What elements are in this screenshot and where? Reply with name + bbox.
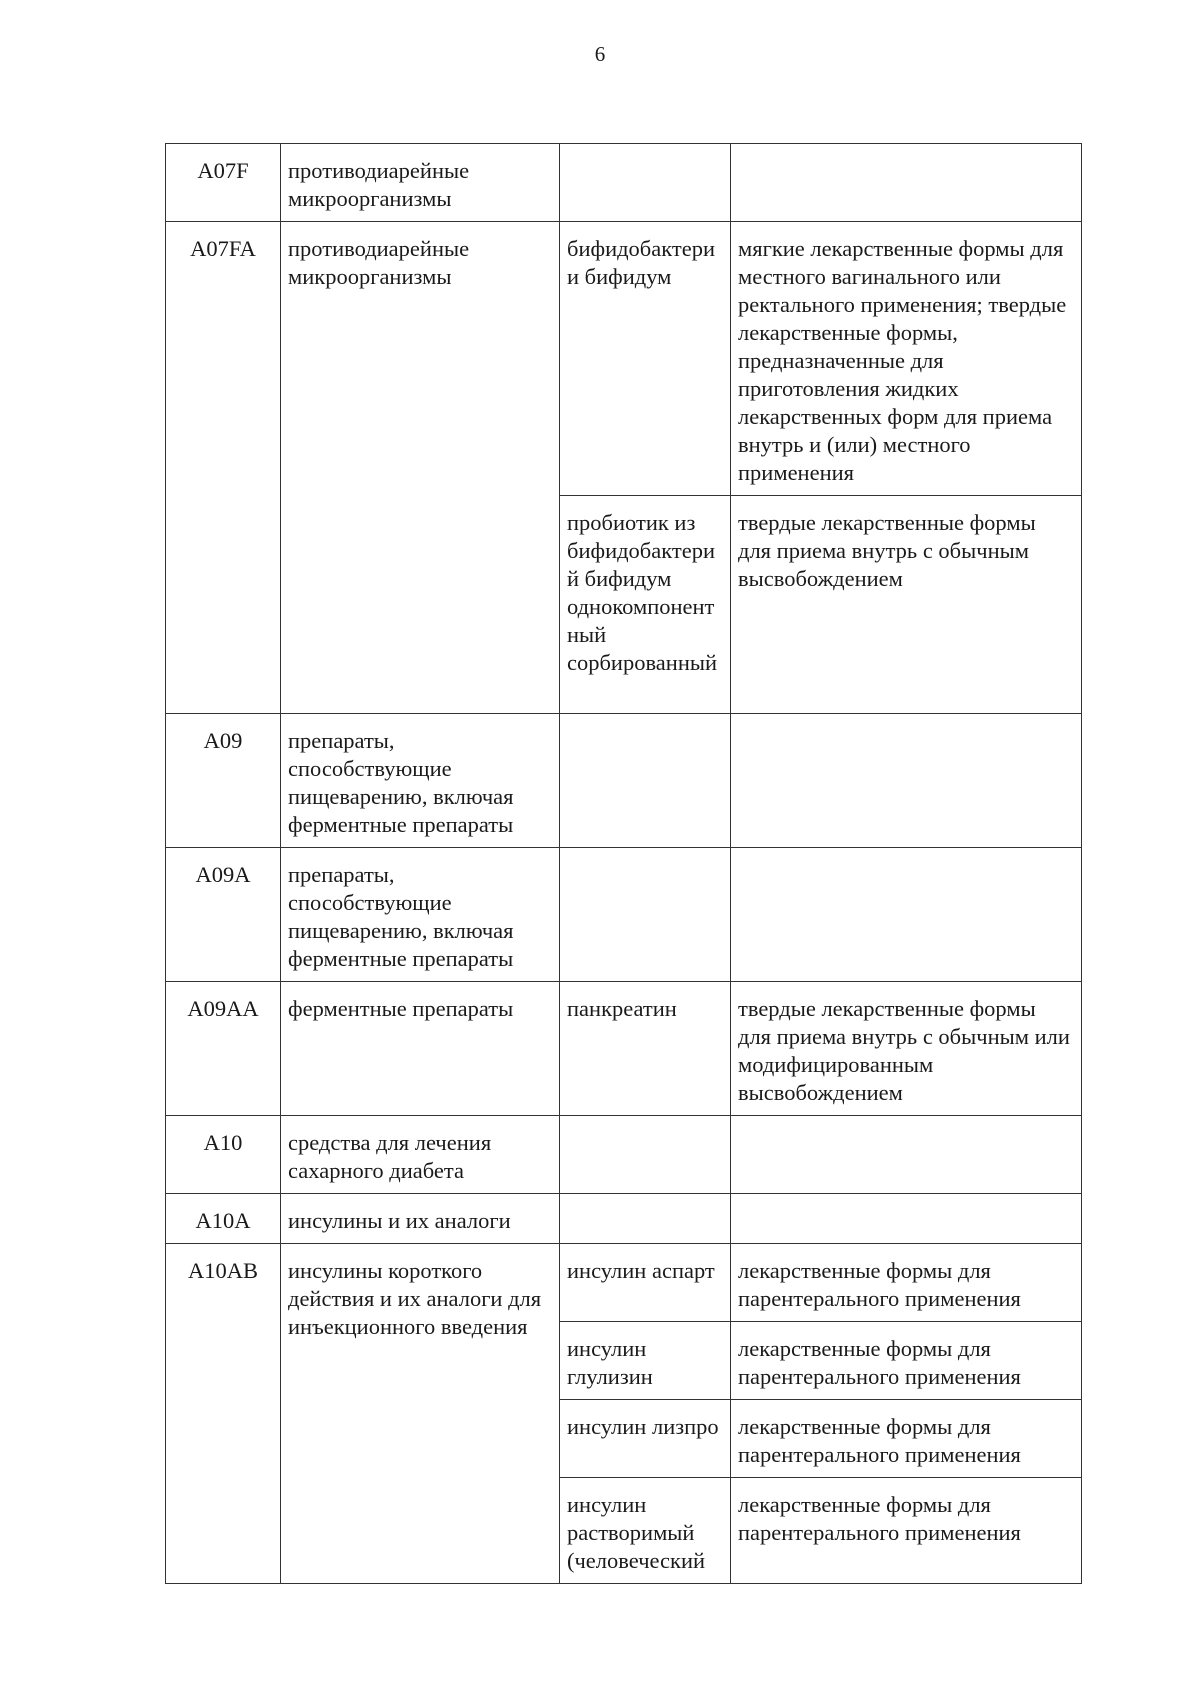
drug-name (560, 848, 731, 982)
dosage-forms (731, 1116, 1082, 1194)
atc-code: A09A (166, 848, 281, 982)
atc-drug-table (165, 143, 1082, 1584)
table-row (166, 714, 1082, 848)
drug-name: инсулин аспарт (560, 1244, 731, 1322)
drug-name: панкреатин (560, 982, 731, 1116)
dosage-forms: лекарственные формы для парентерального применения (731, 1478, 1082, 1584)
table-row (166, 1116, 1082, 1194)
table-row (166, 982, 1082, 1116)
dosage-forms: твердые лекарственные формы для приема внутрь с обычным высвобождением (731, 496, 1082, 714)
table-row (166, 1194, 1082, 1244)
atc-code: A09AA (166, 982, 281, 1116)
page-number: 6 (594, 42, 606, 66)
atc-code: A07FA (166, 222, 281, 714)
group-name: противодиарейные микроорганизмы (281, 144, 560, 222)
group-name: инсулины и их аналоги (281, 1194, 560, 1244)
drug-name (560, 144, 731, 222)
dosage-forms: лекарственные формы для парентерального применения (731, 1322, 1082, 1400)
dosage-forms: лекарственные формы для парентерального применения (731, 1400, 1082, 1478)
dosage-forms: мягкие лекарственные формы для местного вагинального или ректального применения; твердые лекарственные формы, предназначенные для приготовления жидких лекарственных форм для приема внутрь и (или) местного применения (731, 222, 1082, 496)
drug-name: пробиотик из бифидобактерий бифидум однокомпонентный сорбированный (560, 496, 731, 714)
atc-code: A10AB (166, 1244, 281, 1584)
drug-name: инсулин лизпро (560, 1400, 731, 1478)
atc-code: A09 (166, 714, 281, 848)
atc-code: A07F (166, 144, 281, 222)
table-row (166, 222, 1082, 496)
dosage-forms (731, 1194, 1082, 1244)
drug-name (560, 1194, 731, 1244)
drug-name (560, 714, 731, 848)
table-row (166, 848, 1082, 982)
atc-code: A10A (166, 1194, 281, 1244)
dosage-forms (731, 714, 1082, 848)
group-name: препараты, способствующие пищеварению, включая ферментные препараты (281, 848, 560, 982)
dosage-forms (731, 848, 1082, 982)
dosage-forms: твердые лекарственные формы для приема внутрь с обычным или модифицированным высвобождением (731, 982, 1082, 1116)
group-name: ферментные препараты (281, 982, 560, 1116)
group-name: препараты, способствующие пищеварению, включая ферментные препараты (281, 714, 560, 848)
drug-name: бифидобактерии бифидум (560, 222, 731, 496)
drug-name: инсулин глулизин (560, 1322, 731, 1400)
drug-name (560, 1116, 731, 1194)
dosage-forms: лекарственные формы для парентерального применения (731, 1244, 1082, 1322)
group-name: средства для лечения сахарного диабета (281, 1116, 560, 1194)
drug-name: инсулин растворимый (человеческий (560, 1478, 731, 1584)
group-name: инсулины короткого действия и их аналоги для инъекционного введения (281, 1244, 560, 1584)
dosage-forms (731, 144, 1082, 222)
table-row (166, 144, 1082, 222)
group-name: противодиарейные микроорганизмы (281, 222, 560, 714)
atc-code: A10 (166, 1116, 281, 1194)
table-row (166, 1244, 1082, 1322)
